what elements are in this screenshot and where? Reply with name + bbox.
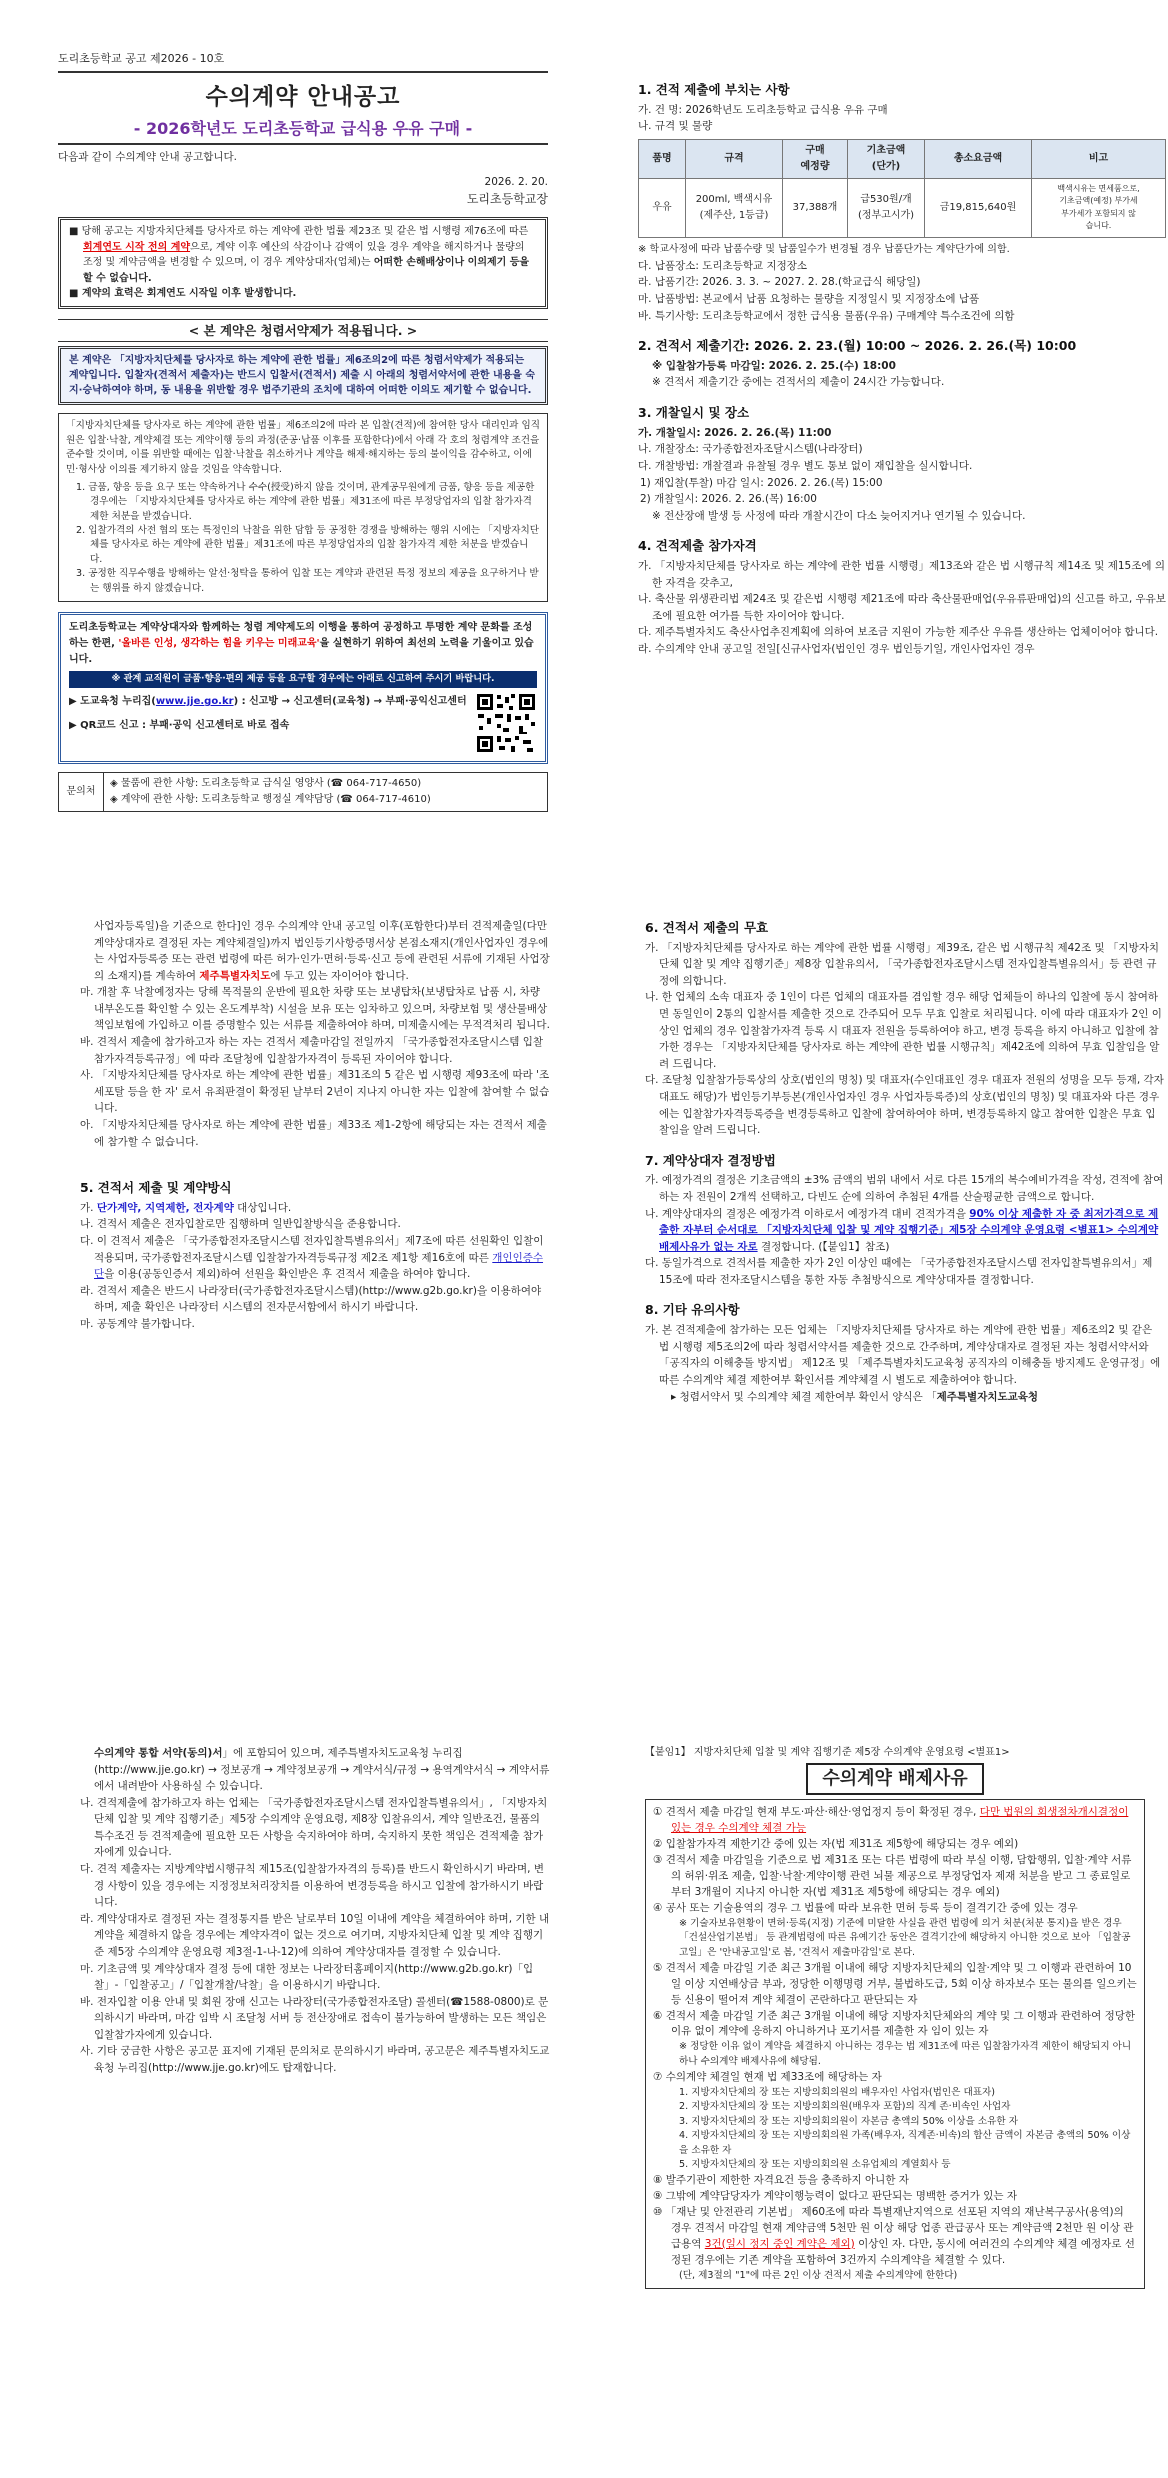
attachment-heading: 【붙임1】 지방자치단체 입찰 및 계약 집행기준 제5장 수의계약 운영요령 <별표1> — [645, 1747, 1010, 1758]
cell-qty: 37,388개 — [783, 178, 848, 238]
s4-item-na: 나. 축산물 위생관리법 제24조 및 같은법 시행령 제21조에 따라 축산물판매업(우유류판매업)의 신고를 하고, 우유보조에 필요한 여가를 득한 자이어야 합니다. — [638, 593, 1166, 622]
top-rule — [58, 71, 548, 73]
s8-item-ga: 가. 본 견적제출에 참가하는 모든 업체는 「지방자치단체를 당사자로 하는 계약에 관한 법률」제6조의2 및 같은 법 시행령 제5조의2에 따라 청렴서약서를 제출한 것으로 간주하며, 계약상대자로 결정된 자는 청렴서약서와 「공직자의 이해충돌 방지법」 제12조 및 「제주특별자치도교육청 공직자의 이해충돌 방지제도 운영규정」에 따른 수의계약 체결 제한여부 확인서를 계약체결 시 별도로 제출하여야 합니다. — [645, 1324, 1161, 1386]
section-4-title: 4. 견적제출 참가자격 — [638, 538, 757, 554]
exclusion-item — [653, 1853, 1137, 1901]
page-1 — [0, 0, 1168, 840]
integrity-message: 도리초등학교는 계약상대자와 함께하는 청렴 계약제도의 이행을 통하여 공정하고 투명한 계약 문화를 조성하는 한편, '올바른 인성, 생각하는 힘을 키우는 미래교육'을 실현하기 위하여 최선의 노력을 기울이고 있습니다. — [69, 622, 534, 665]
s8-note: ▸ 청렴서약서 및 수의계약 체결 제한여부 확인서 양식은 「제주특별자치도교육청 — [671, 1390, 1039, 1403]
notice-emphasis: 회계연도 시작 전의 계약 — [83, 241, 191, 253]
exclusion-number: ⑨ — [653, 2189, 666, 2202]
exclusion-number: ⑦ — [653, 2070, 666, 2083]
s1-item-ra: 라. 납품기간: 2026. 3. 3. ~ 2027. 2. 28.(학교급식 해당일) — [638, 276, 921, 289]
col-spec: 규격 — [686, 139, 783, 178]
exclusion-item — [653, 1961, 1137, 2009]
exclusion-text: 4. 지방자치단체의 장 또는 지방의회의원 가족(배우자, 직계존·비속)의 합산 금액이 자본금 총액의 50% 이상을 소유한 자 — [679, 2130, 1131, 2156]
page-3 — [0, 1745, 1168, 2478]
notice-date: 2026. 2. 20. — [484, 175, 548, 188]
s1-item-da: 다. 납품장소: 도리초등학교 지정장소 — [638, 259, 808, 272]
bullet: ■ — [69, 226, 82, 238]
s5-item-ma: 마. 공동계약 불가합니다. — [80, 1317, 195, 1330]
s8-item-ra: 라. 계약상대자로 결정된 자는 결정통지를 받은 날로부터 10일 이내에 계약을 체결하여야 하며, 기한 내 계약을 체결하지 않을 경우에는 계약자격이 없는 것으로 여기며, 지방자치단체 입찰 및 계약 집행기준 제5장 수의계약 운영요령 제3절-1-나-12)에 의하여 계약상대자를 결정할 수 있습니다. — [80, 1912, 550, 1958]
intro-text: 다음과 같이 수의계약 안내 공고합니다. — [58, 150, 237, 163]
s4-item-ma: 마. 개찰 후 낙찰예정자는 당해 목적물의 운반에 필요한 차량 또는 보냉탑차(보냉탑차로 납품 시, 차량내부온도를 확인할 수 있는 온도계부착) 시설을 보유 또는 임차하고 있으며, 차량보험 및 생산물배상책임보험에 가입하고 이를 증명할수 있는 서류를 제출하여야 하며, 미제출시에는 무적격처리 됩니다. — [80, 986, 550, 1032]
doc-title: 수의계약 안내공고 — [205, 83, 401, 111]
exclusion-item — [653, 2086, 1137, 2101]
exclusion-text-2: 이상인 자. 다만, 동시에 여러건의 수의계약 체결 예정자로 선정된 경우에는 기존 계약을 포함하여 3건까지 수의계약을 체결할 수 있다. — [671, 2237, 1135, 2266]
s8-continued: 수의계약 통합 서약(동의)서」에 포함되어 있으며, 제주특별자치도교육청 누리집(http://www.jje.go.kr) → 정보공개 → 계약정보공개 → 계약서식/규정 → 용역계약서식 → 계약서류에서 내려받아 사용하실 수 있습니다. — [94, 1747, 550, 1793]
exclusion-emphasis: 다만 법원의 회생절차개시결정이 있는 경우 수의계약 체결 가능 — [671, 1806, 1129, 1835]
section-5-title: 5. 견적서 제출 및 계약방식 — [80, 1180, 232, 1196]
s6-item-ga: 가. 「지방자치단체를 당사자로 하는 계약에 관한 법률 시행령」제39조, 같은 법 시행규칙 제42조 및 「지방자치단체 입찰 및 계약 집행기준」제8장 입찰유의서, 「국가종합전자조달시스템 전자입찰특별유의서」등 관련 규정에 의합니다. — [645, 941, 1160, 987]
s1-item-ba: 바. 특기사항: 도리초등학교에서 정한 급식용 물품(우유) 구매계약 특수조건에 의함 — [638, 309, 1015, 322]
exclusion-item — [653, 2129, 1137, 2158]
cell-name: 우유 — [639, 178, 686, 238]
s3-note: ※ 전산장애 발생 등 사정에 따라 개찰시간이 다소 늦어지거나 연기될 수 있습니다. — [652, 509, 1026, 522]
exclusion-item — [653, 2100, 1137, 2115]
s8-item-ba: 바. 전자입찰 이용 안내 및 회원 장애 신고는 나라장터(국가종합전자조달) 콜센터(☎1588-0800)로 문의하시기 바라며, 마감 임박 시 조달청 서버 등 전산장애로 접속이 불가능하여 발생하는 모든 책임은 입찰참가자에게 있습니다. — [80, 1995, 549, 2041]
s4-item-a: 아. 「지방자치단체를 당사자로 하는 계약에 관한 법률」제33조 제1-2항에 해당되는 자는 견적서 제출에 참가할 수 없습니다. — [80, 1118, 547, 1148]
s8-item-da: 다. 견적 제출자는 지방계약법시행규칙 제15조(입찰참가자격의 등록)를 반드시 확인하시기 바라며, 변경 사항이 있을 경우에는 지정정보처리장치를 이용하여 변경등록을 하시고 입찰에 참가하시기 바랍니다. — [80, 1863, 544, 1909]
exclusion-item — [653, 1901, 1137, 1917]
section-8-title: 8. 기타 유의사항 — [645, 1302, 740, 1318]
report-channels — [69, 694, 537, 756]
exclusion-title-wrap — [645, 1763, 1145, 1795]
s7-item-ga: 가. 예정가격의 결정은 기초금액의 ±3% 금액의 범위 내에서 서로 다른 15개의 복수예비가격을 작성, 견적에 참여하는 자 전원이 2개씩 선택하고, 다빈도 순에 의하여 추첨된 4개를 산술평균한 금액으로 합니다. — [645, 1174, 1164, 1204]
col-name: 품명 — [639, 139, 686, 178]
table-row — [639, 178, 1166, 238]
s1-item-ga: 가. 건 명: 2026학년도 도리초등학교 급식용 우유 구매 — [638, 103, 888, 116]
section-7-title: 7. 계약상대자 결정방법 — [645, 1152, 776, 1168]
exclusion-title: 수의계약 배제사유 — [806, 1763, 983, 1795]
exclusion-emphasis: 3건(일시 정지 중인 계약은 제외) — [704, 2237, 855, 2250]
qr-report-line: ▶ QR코드 신고 : 부패·공익 신고센터로 바로 접속 — [69, 719, 290, 731]
col-qty: 구매 예정량 — [783, 139, 848, 178]
pledge-item-3: 3. 공정한 직무수행을 방해하는 알선·청탁을 통하여 입찰 또는 계약과 관련된 특정 정보의 제공을 요구하거나 받는 행위를 하지 않겠습니다. — [76, 568, 539, 594]
s5-item-ga: 가. 단가계약, 지역제한, 전자계약 대상입니다. — [80, 1201, 292, 1214]
cell-total: 금19,815,640원 — [925, 178, 1032, 238]
exclusion-item — [653, 1805, 1137, 1837]
pre-fiscal-notice-box: ■ 당해 공고는 지방자치단체를 당사자로 하는 계약에 관한 법률 제23조 및 같은 법 시행령 제76조에 따른 회계연도 시작 전의 계약으로, 계약 이후 예산의 삭감이나 감액이 있을 경우 계약을 해지하거나 물량의 조정 및 계약금액을 변경할 수 있으며, 이 경우 계약상대자(업체)는 어떠한 손해배상이나 이의제기 등을 할 수 없습니다. ■ 계약의 효력은 회계연도 시작일 이후 발생합니다. — [58, 217, 548, 309]
exclusion-text: ※ 기술자보유현황이 면허·등록(지정) 기준에 미달한 사실을 관련 법령에 의거 처분(처분 통지)을 받은 경우 「건설산업기본법」 등 관계법령에 따른 유예기간 동안은 결격기간에 해당하지 아니한 것으로 보아 「입찰공고일」은 '안내공고일'로 봄, '견적서 제출마감일'로 본다. — [679, 1917, 1131, 1959]
exclusion-number: ⑩ — [653, 2205, 666, 2218]
cell-spec: 200ml, 백색시유 (제주산, 1등급) — [686, 178, 783, 238]
exclusion-item — [653, 2009, 1137, 2041]
integrity-pledge-heading: < 본 계약은 청렴서약제가 적용됩니다. > — [58, 319, 548, 343]
s5-item-ra: 라. 견적서 제출은 반드시 나라장터(국가종합전자조달시스템)(http://www.g2b.go.kr)을 이용하여야 하며, 제출 확인은 나라장터 시스템의 전자문서함에서 하시기 바랍니다. — [80, 1284, 542, 1314]
exclusion-item — [653, 2040, 1137, 2069]
col-total: 총소요금액 — [925, 139, 1032, 178]
page1-left-column — [58, 50, 548, 812]
cell-note: 백색시유는 면세품으로, 기초금액(예정) 부가세 부가세가 포함되지 않 습니다. — [1032, 178, 1166, 238]
s1-item-na: 나. 규격 및 물량 — [638, 120, 713, 133]
page3-left-column — [80, 1745, 550, 2077]
exclusion-number: ② — [653, 1838, 666, 1851]
col-base-price: 기초금액 (단가) — [848, 139, 925, 178]
exclusion-text: 「재난 및 안전관리 기본법」 제60조에 따라 특별재난지역으로 선포된 지역의 재난복구공사(용역)의 경우 견적서 마감일 현재 계약금액 5천만 원 이상 해당 업종 관급공사 또는 계약금액 2천만 원 이상 관급용역 — [665, 2205, 1134, 2250]
section-6-title: 6. 견적서 제출의 무효 — [645, 920, 769, 935]
s2-note: ※ 견적서 제출기간 중에는 견적서의 제출이 24시간 가능합니다. — [652, 376, 945, 389]
page2-right-column — [645, 918, 1165, 1405]
contact-contract: ◈ 계약에 관한 사항: 도리초등학교 행정실 계약담당 (☎ 064-717-4610) — [110, 793, 431, 805]
exclusion-item — [653, 2269, 1137, 2284]
report-website-link[interactable]: www.jje.go.kr — [155, 695, 234, 707]
contact-label: 문의처 — [59, 773, 104, 811]
s3-item-da: 다. 개찰방법: 개찰결과 유찰될 경우 별도 통보 없이 재입찰을 실시합니다. — [638, 459, 973, 472]
s3-rebid-deadline: 1) 재입찰(투찰) 마감 일시: 2026. 2. 26.(목) 15:00 — [640, 476, 883, 489]
s1-item-ma: 마. 납품방법: 본교에서 납품 요청하는 물량을 지정일시 및 지정장소에 납품 — [638, 292, 980, 305]
s2-registration-deadline: ※ 입찰참가등록 마감일: 2026. 2. 25.(수) 18:00 — [652, 359, 896, 372]
section-1-title: 1. 견적 제출에 부치는 사항 — [638, 82, 790, 97]
exclusion-list — [645, 1799, 1145, 2289]
exclusion-number: ① — [653, 1806, 666, 1819]
doc-subtitle: - 2026학년도 도리초등학교 급식용 우유 구매 - — [133, 118, 473, 138]
exclusion-text: 2. 지방자치단체의 장 또는 지방의회의원(배우자 포함)의 직계 존·비속인 사업자 — [679, 2101, 1011, 2113]
s8-item-na: 나. 견적제출에 참가하고자 하는 업체는 「국가종합전자조달시스템 전자입찰특별유의서」, 「지방자치단체 입찰 및 계약 집행기준」제5장 수의계약 운영요령, 제8장 입찰유의서, 계약 일반조건, 물품의 특수조건 등 견적제출에 필요한 모든 사항을 숙지하여야 하며, 숙지하지 못한 책임은 견적제출 참가자에게 있습니다. — [80, 1796, 548, 1859]
exclusion-item — [653, 2205, 1137, 2269]
notice-bold: 어떠한 손해배상이나 이의제기 등을 할 수 없습니다. — [83, 257, 530, 284]
report-guidance: ※ 관계 교직원이 금품·향응·편의 제공 등을 요구할 경우에는 아래로 신고하여 주시기 바랍니다. — [69, 671, 537, 688]
s8-item-ma: 마. 기초금액 및 계약상대자 결정 등에 대한 정보는 나라장터홈페이지(http://www.g2b.go.kr)「입찰」-「입찰공고」/「입찰개찰/낙찰」을 이용하시기 바랍니다. — [80, 1962, 534, 1992]
pledge-item-1: 1. 금품, 향응 등을 요구 또는 약속하거나 수수(授受)하지 않을 것이며, 관계공무원에게 금품, 향응 등을 제공한 경우에는 「지방자치단체를 당사자로 하는 계약에 관한 법률」제31조에 따른 부정당업자의 입찰 참가자격 제한 처분을 받겠습니다. — [76, 481, 535, 522]
exclusion-text: 견적서 제출 마감일 기준 최근 3개월 이내에 해당 지방자치단체의 입찰·계약 및 그 이행과 관련하여 10일 이상 지연배상금 부과, 정당한 이행명령 거부, 불법하도급, 5회 이상 하자보수 또는 물의를 일으키는 등 신용이 떨어져 계약 체결이 곤란하다고 판단되는 자 — [665, 1961, 1137, 2006]
page-2 — [0, 900, 1168, 1740]
table-header-row — [639, 139, 1166, 178]
cell-base-price: 급530원/개 (정부고시가) — [848, 178, 925, 238]
section-2-title: 2. 견적서 제출기간: 2026. 2. 23.(월) 10:00 ~ 2026. 2. 26.(목) 10:00 — [638, 338, 1077, 354]
s5-item-na: 나. 견적서 제출은 전자입찰로만 집행하며 일반입찰방식을 준용합니다. — [80, 1218, 401, 1231]
notice-text: 당해 공고는 지방자치단체를 당사자로 하는 계약에 관한 법률 제23조 및 같은 법 시행령 제76조에 따른 — [81, 226, 529, 238]
contact-box — [58, 772, 548, 812]
exclusion-number: ⑧ — [653, 2173, 666, 2186]
s3-rebid-opening: 2) 개찰일시: 2026. 2. 26.(목) 16:00 — [640, 493, 817, 506]
purchase-table — [638, 139, 1166, 238]
pledge-item-2: 2. 입찰가격의 사전 협의 또는 특정인의 낙찰을 위한 담합 등 공정한 경쟁을 방해하는 행위 시에는 「지방자치단체를 당사자로 하는 계약에 관한 법률」제31조에 따른 부정당업자의 입찰 참가자격 제한 처분을 받겠습니다. — [76, 525, 539, 565]
s3-item-na: 나. 개찰장소: 국가종합전자조달시스템(나라장터) — [638, 443, 863, 456]
signer: 도리초등학교장 — [466, 192, 548, 207]
qr-code-icon[interactable] — [475, 692, 537, 754]
s6-item-da: 다. 조달청 입찰참가등록상의 상호(법인의 명칭) 및 대표자(수인대표인 경우 대표자 전원의 성명을 모두 등재, 각자대표도 해당)가 법인등기부등본(개인사업자인 경우 사업자등록증)의 상호(법인의 명칭) 및 대표자와 다른 경우에는 입찰참가자격등록증을 변경등록하고 입찰에 참여하여야 하며, 변경등록하지 않고 참여한 입찰은 무효 입찰임을 알려 드립니다. — [645, 1074, 1164, 1137]
notice-text-2: 으로, 계약 이후 예산의 삭감이나 감액이 있을 경우 계약을 해지하거나 물량의 조정 및 계약금액을 변경할 수 있으며, 이 경우 계약상대자(업체)는 — [83, 241, 525, 269]
s3-item-ga: 가. 개찰일시: 2026. 2. 26.(목) 11:00 — [638, 426, 832, 439]
s4-continued: 사업자등록일)을 기준으로 한다]인 경우 수의계약 안내 공고일 이후(포함한다)부터 견적제출일(다만 계약상대자로 결정된 자는 계약체결일)까지 법인등기사항증명서상 본점소재지(개인사업자인 경우에는 사업자등록증 또는 관련 법령에 따른 허가·인가·면허·등록·신고 등에 관련된 서류에 기재된 사업장의 소재지)를 계속하여 제주특별자치도에 두고 있는 자이어야 합니다. — [94, 920, 550, 982]
s4-item-ba: 바. 견적서 제출에 참가하고자 하는 자는 견적서 제출마감일 전일까지 「국가종합전자조달시스템 입찰참가자격등록규정」에 따라 조달청에 입찰참가자격이 등록된 자이어야 합니다. — [80, 1036, 544, 1065]
contact-goods: ◈ 물품에 관한 사항: 도리초등학교 급식실 영양사 (☎ 064-717-4650) — [110, 777, 422, 789]
exclusion-number: ⑤ — [653, 1961, 666, 1974]
page3-right-column — [645, 1745, 1145, 2289]
exclusion-item — [653, 1917, 1137, 1961]
s6-item-na: 나. 한 업체의 소속 대표자 중 1인이 다른 업체의 대표자를 겸임할 경우 해당 업체들이 하나의 입찰에 동시 참여하면 동일인이 2통의 입찰서를 제출한 것으로 간주되어 모두 무효 입찰로 처리됩니다. 이에 따라 대표자가 2인 이상인 업체의 경우 입찰참가자격 등록 시 대표자 전원을 등록하여야 하고, 변경 등록을 하지 아니하고 입찰에 참가한 경우는 「지방자치단체를 당사자로 하는 계약에 관한 법률 시행규칙」제42조에 의하여 무효 입찰임을 알려 드립니다. — [645, 991, 1162, 1070]
exclusion-item — [653, 1837, 1137, 1853]
exclusion-item — [653, 2070, 1137, 2086]
exclusion-text: 수의계약 체결일 현재 법 제33조에 해당하는 자 — [665, 2070, 882, 2083]
effect-note: 계약의 효력은 회계연도 시작일 이후 발생합니다. — [81, 288, 297, 300]
pledge-paragraph: 「지방자치단체를 당사자로 하는 계약에 관한 법률」제6조의2에 따라 본 입찰(견적)에 참여한 당사 대리인과 임직원은 입찰·낙찰, 계약체결 또는 계약이행 등의 과정(준공·납품 이후를 포함한다)에서 아래 각 호의 청렴계약 조건을 준수할 것이며, 이를 위반할 때에는 입찰·낙찰을 취소하거나 계약을 해제·해지하는 등의 불이익을 감수하고, 이에 민·형사상 이의를 제기하지 않을 것임을 약속합니다. — [66, 420, 540, 475]
exclusion-text: 3. 지방자치단체의 장 또는 지방의회의원이 자본금 총액의 50% 이상을 소유한 자 — [679, 2115, 1018, 2127]
integrity-report-box — [58, 612, 548, 764]
section-3-title: 3. 개찰일시 및 장소 — [638, 405, 750, 421]
s4-item-sa: 사. 「지방자치단체를 당사자로 하는 계약에 관한 법률」제31조의 5 같은 법 시행령 제93조에 따라 '조세포탈 등을 한 자' 로서 유죄판결이 확정된 날부터 2년이 지나지 아니한 자는 입찰에 참여할 수 없습니다. — [80, 1069, 550, 1115]
exclusion-text: 견적서 제출 마감일 기준 최근 3개월 이내에 해당 지방자치단체와의 계약 및 그 이행과 관련하여 정당한 이유 없이 계약에 응하지 아니하거나 포기서를 제출한 자 임이 있는 자 — [665, 2009, 1136, 2038]
s4-item-da: 다. 제주특별자치도 축산사업추진계획에 의하여 보조금 지원이 가능한 제주산 우유를 생산하는 업체이어야 합니다. — [638, 626, 1159, 639]
exclusion-item — [653, 2189, 1137, 2205]
s8-item-sa: 사. 기타 궁금한 사항은 공고문 표지에 기재된 문의처로 문의하시기 바라며, 공고문은 제주특별자치도교육청 누리집(http://www.jje.go.kr)에도 탑재합니다. — [80, 2045, 550, 2074]
exclusion-text: 공사 또는 기술용역의 경우 그 법률에 따라 보유한 면허 등록 등이 결격기간 중에 있는 경우 — [665, 1901, 1078, 1914]
exclusion-text: 견적서 제출 마감일을 기준으로 법 제31조 또는 다른 법령에 따라 부실 이행, 담합행위, 입찰·계약 서류의 허위·위조 제출, 입찰·낙찰·계약이행 관련 뇌물 제공으로 부정당업자 제재 처분을 받고 그 종료일로부터 3개월이 지나지 아니한 자(법 제31조 제5항에 해당되는 경우 예외) — [665, 1854, 1132, 1898]
exclusion-number: ③ — [653, 1854, 666, 1867]
s7-item-da: 다. 동일가격으로 견적서를 제출한 자가 2인 이상인 때에는 「국가종합전자조달시스템 전자입찰특별유의서」제15조에 따라 전자조달시스템을 통한 자동 추첨방식으로 계약상대자를 결정합니다. — [645, 1257, 1153, 1286]
exclusion-item — [653, 2115, 1137, 2130]
s4-item-ra: 라. 수의계약 안내 공고일 전일[신규사업자(법인인 경우 법인등기일, 개인사업자인 경우 — [638, 642, 1035, 655]
report-website-line: ▶ 도교육청 누리집(www.jje.go.kr) : 신고방 → 신고센터(교육청) → 부패·공익신고센터 — [69, 695, 467, 707]
exclusion-text: 입찰참가자격 제한기간 중에 있는 자(법 제31조 제5항에 해당되는 경우 예외) — [665, 1838, 1019, 1851]
exclusion-text: 1. 지방자치단체의 장 또는 지방의회의원의 배우자인 사업자(법인은 대표자) — [679, 2086, 996, 2098]
s4-item-ga: 가. 「지방자치단체를 당사자로 하는 계약에 관한 법률 시행령」제13조와 같은 법 시행규칙 제14조 및 제15조에 의한 자격을 갖추고, — [638, 559, 1166, 589]
exclusion-text: (단, 제3절의 "1"에 따른 2인 이상 견적서 제출 수의계약에 한한다) — [679, 2269, 958, 2281]
page2-left-column — [80, 918, 550, 1332]
s1-table-note: ※ 학교사정에 따라 납품수량 및 납품일수가 변경될 경우 납품단가는 계약단가에 의함. — [638, 244, 1010, 255]
s7-item-na: 나. 계약상대자의 결정은 예정가격 이하로서 예정가격 대비 견적가격을 90% 이상 제출한 자 중 최저가격으로 제출한 자부터 순서대로 「지방자치단체 입찰 및 계약 집행기준」제5장 수의계약 운영요령 <별표1> 수의계약 배제사유가 없는 자로 결정합니다. (【붙임1】참조) — [645, 1207, 1159, 1253]
page1-right-column — [638, 80, 1166, 657]
integrity-pledge-box: 본 계약은 「지방자치단체를 당사자로 하는 계약에 관한 법률」제6조의2에 따른 청렴서약제가 적용되는 계약입니다. 입찰자(견적서 제출자)는 반드시 입찰서(견적서) 제출 시 아래의 청렴서약서에 관한 내용을 숙지·승낙하여야 하며, 동 내용을 위반할 경우 법주기관의 조치에 대하여 어떠한 이의도 제기할 수 없습니다. — [58, 346, 548, 405]
col-note: 비고 — [1032, 139, 1166, 178]
exclusion-text: ※ 정당한 이유 없이 계약을 체결하지 아니하는 경우는 법 제31조에 따른 입찰참가자격 제한이 해당되지 아니하나 수의계약 배제사유에 해당됨. — [679, 2041, 1132, 2067]
exclusion-number: ④ — [653, 1901, 666, 1914]
title-rule — [58, 143, 548, 145]
s5-item-da: 다. 이 견적서 제출은 「국가종합전자조달시스템 전자입찰특별유의서」제7조에 따른 선원확인 입찰이 적용되며, 국가종합전자조달시스템 입찰참가자격등록규정 제2조 제1항 제16호에 따른 개인인증수단을 이용(공동인증서 제외)하여 선원을 확인받은 후 견적서 제출을 하여야 합니다. — [80, 1235, 544, 1281]
exclusion-text: 견적서 제출 마감일 현재 부도·파산·해산·영업정지 등이 확정된 경우, — [665, 1806, 980, 1819]
exclusion-item — [653, 2158, 1137, 2173]
exclusion-text: 발주기관이 제한한 자격요건 등을 충족하지 아니한 자 — [665, 2173, 909, 2186]
exclusion-number: ⑥ — [653, 2009, 666, 2022]
doc-number: 도리초등학교 공고 제2026 - 10호 — [58, 52, 225, 65]
exclusion-text: 5. 지방자치단체의 장 또는 지방의회의원 소유업체의 계열회사 등 — [679, 2159, 951, 2171]
exclusion-item — [653, 2173, 1137, 2189]
exclusion-text: 그밖에 계약담당자가 계약이행능력이 없다고 판단되는 명백한 증거가 있는 자 — [665, 2189, 1018, 2202]
integrity-pledge-content — [58, 413, 548, 602]
